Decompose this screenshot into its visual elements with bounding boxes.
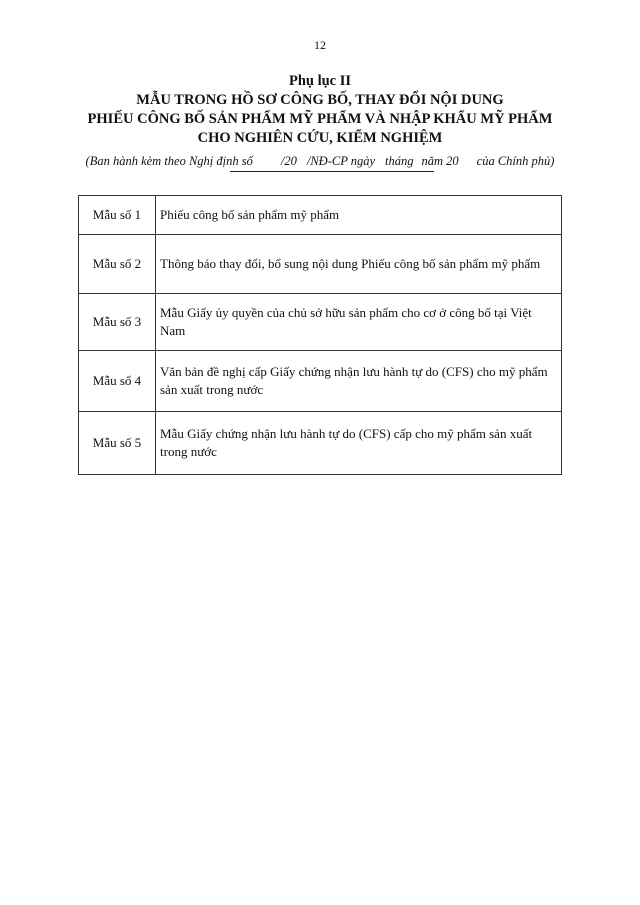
- form-description: Mẫu Giấy chứng nhận lưu hành tự do (CFS) cấp cho mỹ phẩm sản xuất trong nước: [156, 412, 562, 475]
- decree-underline: [230, 171, 434, 172]
- decree-ref-part-6: của Chính phủ): [476, 154, 555, 168]
- table-row: [79, 294, 562, 351]
- decree-ref-part-1: (Ban hành kèm theo Nghị định số: [85, 154, 253, 168]
- heading-line-1: MẪU TRONG HỒ SƠ CÔNG BỐ, THAY ĐỔI NỘI DUNG: [136, 92, 504, 108]
- heading-line-2: PHIẾU CÔNG BỐ SẢN PHẨM MỸ PHẨM VÀ NHẬP KHẨU MỸ PHẨM: [87, 111, 553, 127]
- form-code: Mẫu số 1: [79, 196, 156, 235]
- forms-table: [78, 195, 562, 475]
- appendix-title: Phụ lục II: [288, 73, 352, 89]
- form-description: Văn bản đề nghị cấp Giấy chứng nhận lưu hành tự do (CFS) cho mỹ phẩm sản xuất trong nước: [156, 351, 562, 412]
- form-code: Mẫu số 2: [79, 235, 156, 294]
- form-description: Thông báo thay đổi, bổ sung nội dung Phiếu công bố sản phẩm mỹ phẩm: [156, 235, 562, 294]
- decree-ref-part-4: tháng: [385, 154, 414, 168]
- decree-reference: [0, 154, 640, 169]
- decree-ref-part-3: /NĐ-CP ngày: [306, 154, 376, 168]
- document-heading: [0, 72, 640, 148]
- form-description: Mẫu Giấy ủy quyền của chủ sở hữu sản phẩm cho cơ ở công bố tại Việt Nam: [156, 294, 562, 351]
- heading-line-3: CHO NGHIÊN CỨU, KIỂM NGHIỆM: [197, 130, 443, 146]
- table-row: [79, 196, 562, 235]
- form-code: Mẫu số 4: [79, 351, 156, 412]
- decree-ref-part-5: năm 20: [421, 154, 459, 168]
- form-code: Mẫu số 3: [79, 294, 156, 351]
- decree-ref-part-2: /20: [280, 154, 297, 168]
- table-row: [79, 235, 562, 294]
- form-description: Phiếu công bố sản phẩm mỹ phẩm: [156, 196, 562, 235]
- table-row: [79, 351, 562, 412]
- page-number: 12: [314, 38, 326, 52]
- form-code: Mẫu số 5: [79, 412, 156, 475]
- table-row: [79, 412, 562, 475]
